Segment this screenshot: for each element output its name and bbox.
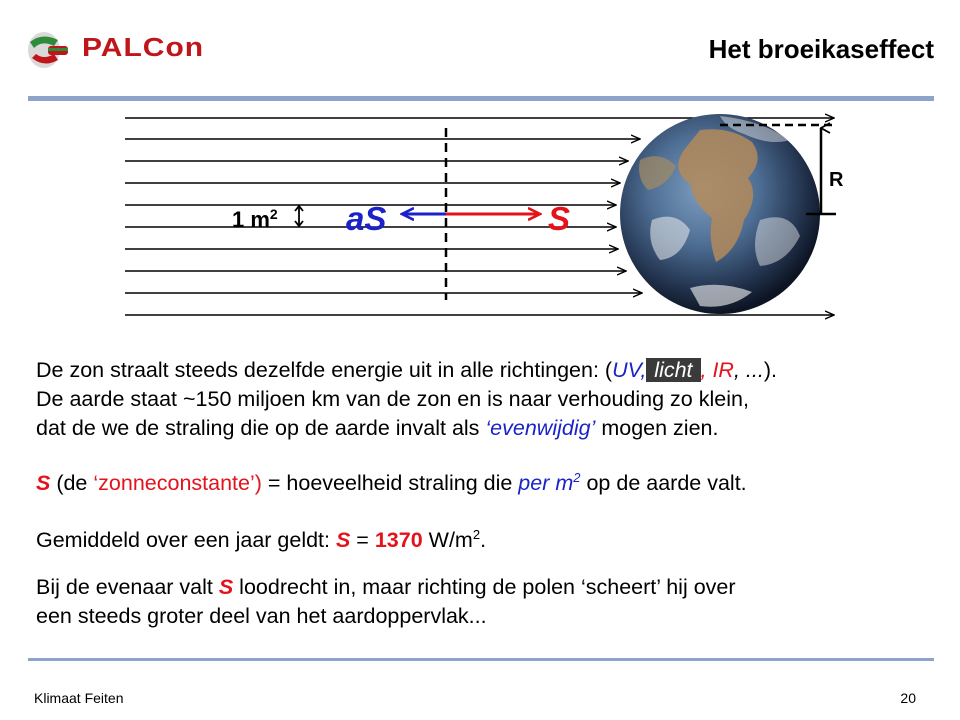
zonneconstante-text: ‘zonneconstante’) <box>93 471 262 495</box>
logo-text: PALCon <box>82 34 205 63</box>
page-number: 20 <box>900 690 916 706</box>
palcon-hands-icon <box>24 28 84 74</box>
paragraph-equator-poles <box>36 573 946 631</box>
licht-highlight: licht <box>648 358 699 382</box>
paragraph-average-value: Gemiddeld over een jaar geldt: S = 1370 $W/m^2$. <box>36 526 487 552</box>
paragraph-line: De zon straalt steeds dezelfde energie uit in alle richtingen: (UV, licht , IR, ...). <box>36 358 777 382</box>
ir-text: , IR <box>700 358 734 382</box>
palcon-logo <box>24 28 214 74</box>
paragraph-line: een steeds groter deel van het aardoppervlak... <box>36 604 487 628</box>
paragraph-line: Bij de evenaar valt S loodrecht in, maar richting de polen ‘scheert’ hij over <box>36 575 736 599</box>
solar-constant-value: 1370 <box>374 528 423 552</box>
paragraph-sun-radiation <box>36 356 946 443</box>
sun-rays-diagram <box>0 100 960 340</box>
paragraph-line: De aarde staat ~150 miljoen km van de zon en is naar verhouding zo klein, <box>36 387 749 411</box>
paragraph-line: dat de we de straling die op de aarde invalt als ‘evenwijdig’ mogen zien. <box>36 416 719 440</box>
uv-text: UV, <box>612 358 647 382</box>
earth-globe-icon <box>620 114 820 314</box>
slide-title: Het broeikaseffect <box>708 34 934 64</box>
radius-label: R <box>829 169 844 191</box>
unit-area-double-arrow-icon <box>295 206 303 226</box>
reflected-label-as: aS <box>346 200 387 237</box>
unit-area-label: 1 $m^2$ <box>232 206 278 232</box>
solar-constant-label-s: S <box>548 200 571 237</box>
evenwijdig-text: ‘evenwijdig’ <box>485 416 596 440</box>
paragraph-solar-constant: S (de ‘zonneconstante’) = hoeveelheid straling die per $m^2$ op de aarde valt. <box>36 469 747 495</box>
footer-section-name: Klimaat Feiten <box>34 690 124 706</box>
bottom-divider <box>28 658 934 661</box>
